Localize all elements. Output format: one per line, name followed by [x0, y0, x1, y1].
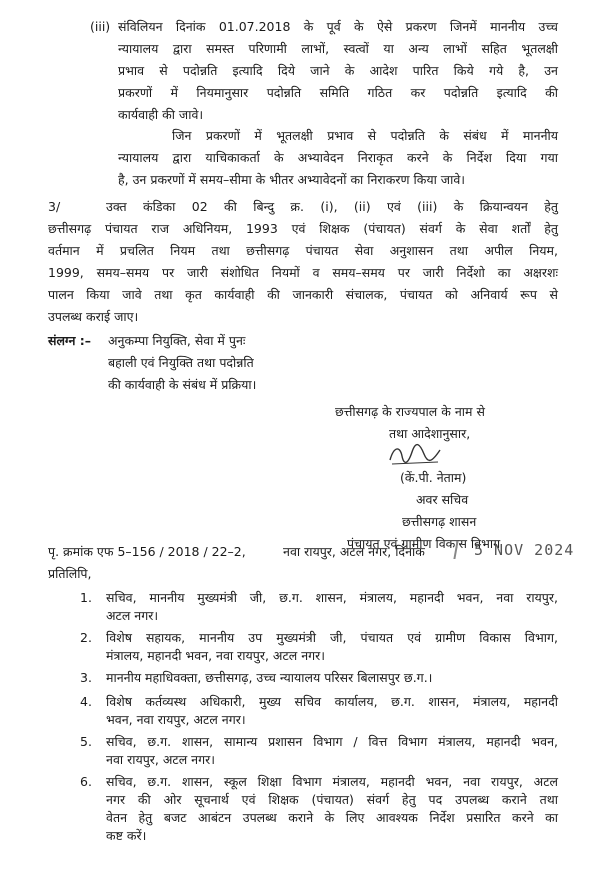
section-3-line-6: उपलब्ध कराई जाए।	[48, 309, 139, 324]
copy-4-line-1: विशेष कर्तव्यस्थ अधिकारी, मुख्य सचिव कार्यालय, छ.ग. शासन, मंत्रालय, महानदी	[106, 694, 558, 709]
endorsement-place: नवा रायपुर, अटल नगर, दिनांक	[283, 544, 425, 559]
copy-3-text	[106, 669, 558, 687]
section-3-line-1: उक्त कंडिका 02 की बिन्दु क्र. (i), (ii) एवं (iii) के क्रियान्वयन हेतु	[106, 199, 558, 214]
copy-6-line-1: सचिव, छ.ग. शासन, स्कूल शिक्षा विभाग मंत्रालय, महानदी भवन, नवा रायपुर, अटल	[106, 774, 558, 789]
date-stamp-mark	[453, 541, 474, 559]
section-iii-line-4: प्रकरणों में नियमानुसार पदोन्नति समिति गठित कर पदोन्नति इत्यादि की	[118, 85, 558, 100]
copy-2-number: 2.	[80, 630, 92, 645]
signatory-govt: छत्तीसगढ़ शासन	[402, 514, 477, 529]
date-stamp: 5 NOV 2024	[474, 541, 575, 559]
copy-5-line-2: नवा रायपुर, अटल नगर।	[106, 752, 215, 767]
copy-6-number: 6.	[80, 774, 92, 789]
order-line-2: तथा आदेशानुसार,	[389, 426, 471, 441]
section-iii-line-2: न्यायालय द्वारा समस्त परिणामी लाभों, स्वत्वों या अन्य लाभों सहित भूतलक्षी	[118, 41, 558, 56]
signatory-name: (कें.पी. नेताम)	[400, 470, 467, 485]
copy-1-number: 1.	[80, 590, 92, 605]
copy-label: प्रतिलिपि,	[48, 566, 92, 581]
section-3-marker: 3/	[48, 199, 61, 214]
section-iii-marker: (iii)	[90, 19, 111, 34]
copy-6-line-2: नगर की ओर सूचनार्थ एवं शिक्षक (पंचायत) संवर्ग हेतु पद उपलब्ध कराने तथा	[106, 792, 558, 807]
copy-1-line-2: अटल नगर।	[106, 608, 159, 623]
section-3-line-4: 1999, समय–समय पर जारी संशोधित नियमों व समय–समय पर जारी निर्देशो का अक्षरशः	[48, 265, 558, 280]
section-iii-para2-line-3: है, उन प्रकरणों में समय–सीमा के भीतर अभ्यावेदनों का निराकरण किया जावे।	[118, 172, 466, 187]
enclosure-line-3: की कार्यवाही के संबंध में प्रक्रिया।	[108, 377, 257, 392]
signature-mark	[386, 442, 444, 468]
copy-1-line-1: सचिव, माननीय मुख्यमंत्री जी, छ.ग. शासन, मंत्रालय, महानदी भवन, नवा रायपुर,	[106, 590, 558, 605]
copy-6-line-4: कष्ट करें।	[106, 828, 147, 843]
enclosure-line-2: बहाली एवं नियुक्ति तथा पदोन्नति	[108, 355, 254, 370]
copy-3-line-1: माननीय महाधिवक्ता, छत्तीसगढ़, उच्च न्यायालय परिसर बिलासपुर छ.ग.।	[106, 670, 433, 685]
signatory-department: पंचायत एवं ग्रामीण विकास विभाग	[347, 536, 501, 551]
copy-6-line-3: वेतन हेतु बजट आबंटन उपलब्ध कराने के लिए आवश्यक निर्देश प्रसारित करने का	[106, 810, 558, 825]
endorsement-ref: पृ. क्रमांक एफ 5–156 / 2018 / 22–2,	[48, 544, 246, 559]
enclosure-line-1: अनुकम्पा नियुक्ति, सेवा में पुनः	[108, 333, 246, 348]
copy-5-text	[106, 733, 558, 769]
copy-4-line-2: भवन, नवा रायपुर, अटल नगर।	[106, 712, 246, 727]
section-iii-line-3: प्रभाव से पदोन्नति इत्यादि दिये जाने के आदेश पारित किये गये है, उन	[118, 63, 558, 78]
signatory-designation: अवर सचिव	[416, 492, 469, 507]
copy-2-text	[106, 629, 558, 665]
copy-2-line-2: मंत्रालय, महानदी भवन, नवा रायपुर, अटल नगर।	[106, 648, 326, 663]
section-3-line-2: छत्तीसगढ़ पंचायत राज अधिनियम, 1993 एवं शिक्षक (पंचायत) संवर्ग के सेवा शर्तों हेतु	[48, 221, 558, 236]
copy-5-line-1: सचिव, छ.ग. शासन, सामान्य प्रशासन विभाग / वित्त विभाग मंत्रालय, महानदी भवन,	[106, 734, 558, 749]
section-iii-para2-line-1: जिन प्रकरणों में भूतलक्षी प्रभाव से पदोन्नति के संबंध में माननीय	[172, 128, 558, 143]
enclosure-label: संलग्न :–	[48, 333, 91, 348]
section-iii-para2-line-2: न्यायालय द्वारा याचिकाकर्ता के अभ्यावेदन निराकृत करने के निर्देश दिया गया	[118, 150, 558, 165]
copy-2-line-1: विशेष सहायक, माननीय उप मुख्यमंत्री जी, पंचायत एवं ग्रामीण विकास विभाग,	[106, 630, 558, 645]
copy-4-number: 4.	[80, 694, 92, 709]
copy-4-text	[106, 693, 558, 729]
copy-6-text	[106, 773, 558, 845]
order-line-1: छत्तीसगढ़ के राज्यपाल के नाम से	[335, 404, 485, 419]
copy-1-text	[106, 589, 558, 625]
section-3-line-3: वर्तमान में प्रचलित नियम तथा छत्तीसगढ़ पंचायत सेवा अनुशासन तथा अपील नियम,	[48, 243, 558, 258]
section-iii-line-5: कार्यवाही की जावे।	[118, 107, 204, 122]
section-3-line-5: पालन किया जावे तथा कृत कार्यवाही की जानकारी संचालक, पंचायत को अनिवार्य रूप से	[48, 287, 558, 302]
copy-3-number: 3.	[80, 670, 92, 685]
section-iii-line-1: संविलियन दिनांक 01.07.2018 के पूर्व के ऐसे प्रकरण जिनमें माननीय उच्च	[118, 19, 558, 34]
copy-5-number: 5.	[80, 734, 92, 749]
